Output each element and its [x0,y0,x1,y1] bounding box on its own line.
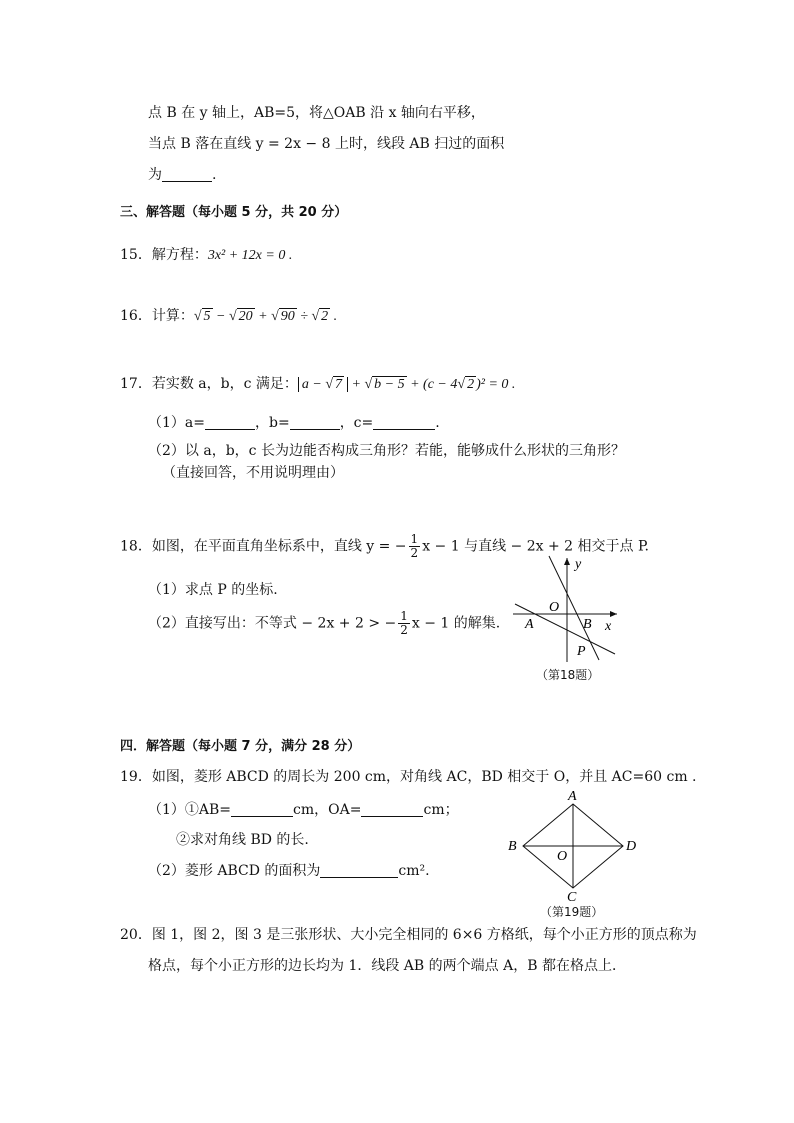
q14-text-3: 为 [148,167,162,183]
q18-text-b: x − 1 与直线 − 2x + 2 相交于点 P. [422,538,649,555]
q14-line-2 [148,134,504,154]
q18-text-a: 18．如图，在平面直角坐标系中，直线 y = − [120,538,407,555]
y-axis-arrow [564,558,570,565]
label-A: A [525,617,534,632]
q14-line-1 [148,103,485,123]
sqrt-b-5: b − 5 [374,377,405,392]
q14-line-3 [148,165,216,185]
plus-c-term: + (c − 4 [406,377,458,392]
q19-oa-label: cm，OA= [293,802,362,818]
answer-blank-b[interactable] [290,413,340,430]
q17-label: 17．若实数 a，b，c 满足： [120,376,298,392]
q19-area-label: （2）菱形 ABCD 的面积为 [148,863,321,879]
divide-sign: ÷ [296,309,312,324]
q19-part-2 [148,861,430,881]
q19-unit: cm； [423,802,459,818]
question-17 [120,374,515,395]
q16-expression: √ 5 − √ 20 + √ 90 ÷ √ 2 . [193,309,338,324]
label-P: P [577,644,586,659]
answer-blank-oa[interactable] [361,800,423,817]
sqrt-2: 2 [467,377,475,392]
q19-ab-label: （1）①AB= [148,802,232,818]
sqrt-5: 5 [203,309,211,324]
label-B: B [508,839,517,854]
q17-condition: a − √ 7 + √ b − 5 + (c − 4√ 2 )² = 0 . [298,376,516,392]
numerator: 1 [410,532,419,546]
figure-19-rhombus [505,790,640,902]
x-axis-arrow [610,611,617,617]
numerator: 1 [400,609,408,623]
figure-19-caption: （第19题） [540,905,604,919]
fraction-one-half [398,610,410,637]
q16-label: 16．计算： [120,308,194,324]
q17-period: . [435,415,440,431]
q14-text-1: 点 B 在 y 轴上，AB=5，将△OAB 沿 x 轴向右平移， [148,105,485,121]
question-20-line-1: 20．图 1，图 2，图 3 是三张形状、大小完全相同的 6×6 方格纸，每个小正方形的顶点称为 [120,927,697,943]
label-C: C [567,890,577,902]
fraction-one-half [409,533,421,560]
q19-part-1b: ②求对角线 BD 的长. [176,832,309,848]
q17-part-2-note: （直接回答，不用说明理由） [162,465,344,481]
question-19: 19．如图，菱形 ABCD 的周长为 200 cm，对角线 AC，BD 相交于 O，并且 AC=60 cm . [120,769,697,785]
sqrt-2: 2 [321,309,329,324]
figure-18-caption: （第18题） [536,668,600,682]
label-x: x [605,619,612,634]
q18-part-1: （1）求点 P 的坐标. [148,582,278,598]
q17-part-2: （2）以 a，b，c 长为边能否构成三角形？若能，能够成什么形状的三角形？ [148,443,625,459]
section-3-heading: 三、解答题（每小题 5 分，共 20 分） [120,205,348,220]
label-A: A [568,790,577,804]
answer-blank-c[interactable] [373,413,435,430]
abs-value: a − √ 7 [298,377,348,392]
label-O: O [549,600,560,615]
q15-equation: 3x² + 12x = 0 . [207,248,293,263]
denominator: 2 [410,546,419,560]
q17-tail: )² = 0 . [476,377,516,392]
q18-inequality-a: （2）直接写出：不等式 − 2x + 2 > − [148,615,397,632]
label-y: y [575,557,582,572]
q16-period: . [330,309,338,324]
answer-blank-area[interactable] [320,861,398,878]
q14-period: . [212,167,217,183]
plus-sign: + [254,309,272,324]
q18-inequality-b: x − 1 的解集. [411,615,501,632]
q19-part-1 [148,800,459,820]
sqrt-20: 20 [238,309,253,324]
q17-c-label: ，c= [339,415,374,431]
label-O: O [557,849,568,864]
plus-sign: + [348,377,365,392]
label-B: B [583,617,592,632]
answer-blank-a[interactable] [205,413,255,430]
figure-18-coordinate-plane [505,552,625,667]
question-16 [120,306,337,327]
answer-blank-ab[interactable] [231,800,293,817]
q17-a-label: （1）a= [148,415,205,431]
q17-part-1 [148,413,440,433]
sqrt-7: 7 [335,377,343,392]
abs-a: a − [301,377,326,392]
q19-area-unit: cm². [398,863,430,879]
minus-sign: − [212,309,229,324]
question-20-line-2: 格点，每个小正方形的边长均为 1．线段 AB 的两个端点 A，B 都在格点上． [148,958,626,974]
q17-b-label: ，b= [254,415,290,431]
section-4-heading: 四．解答题（每小题 7 分，满分 28 分） [120,739,361,754]
question-15 [120,245,292,266]
q15-label: 15．解方程： [120,247,208,263]
q14-text-2: 当点 B 落在直线 y = 2x − 8 上时，线段 AB 扫过的面积 [148,136,505,152]
denominator: 2 [400,623,408,637]
q18-part-2 [148,610,500,637]
sqrt-90: 90 [280,309,295,324]
answer-blank[interactable] [162,165,212,182]
label-D: D [626,839,637,854]
